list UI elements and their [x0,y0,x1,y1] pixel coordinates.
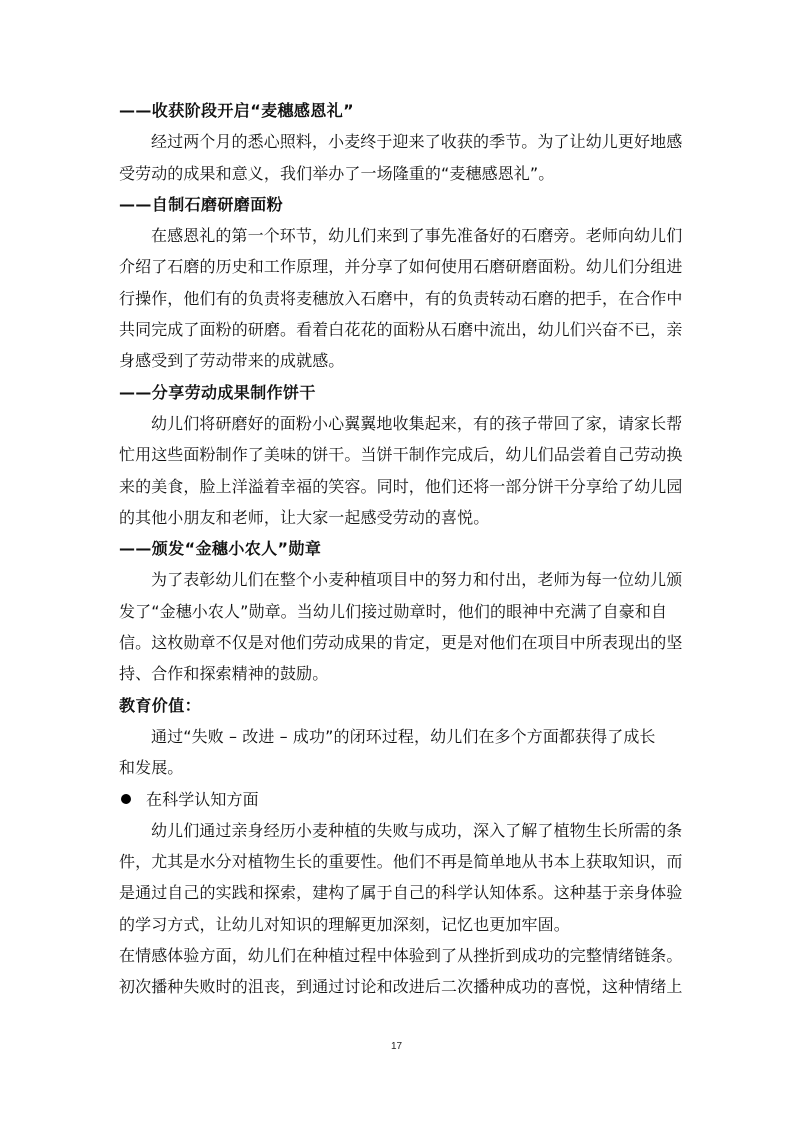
section-heading-biscuits: ——分享劳动成果制作饼干 [119,382,316,402]
paragraph-line: 在感恩礼的第一个环节，幼儿们来到了事先准备好的石磨旁。老师向幼儿们 [151,226,683,246]
paragraph-line: 幼儿们将研磨好的面粉小心翼翼地收集起来，有的孩子带回了家，请家长帮 [151,413,683,433]
paragraph-line: 来的美食，脸上洋溢着幸福的笑容。同时，他们还将一部分饼干分享给了幼儿园 [119,476,683,496]
paragraph-line: 和发展。 [119,758,184,778]
paragraph-line: 介绍了石磨的历史和工作原理，并分享了如何使用石磨研磨面粉。幼儿们分组进 [119,257,683,277]
page-number: 17 [390,1041,403,1052]
paragraph-line: 共同完成了面粉的研磨。看着白花花的面粉从石磨中流出，幼儿们兴奋不已，亲 [119,320,683,340]
paragraph-line: 的学习方式，让幼儿对知识的理解更加深刻，记忆也更加牢固。 [119,914,570,934]
paragraph-line: 忙用这些面粉制作了美味的饼干。当饼干制作完成后，幼儿们品尝着自己劳动换 [119,445,683,465]
section-heading-harvest-ceremony: ——收获阶段开启“麦穗感恩礼” [119,101,355,120]
paragraph-line: 幼儿们通过亲身经历小麦种植的失败与成功，深入了解了植物生长所需的条 [151,820,683,840]
bullet-dot-icon [121,794,131,804]
paragraph-line: 受劳动的成果和意义，我们举办了一场隆重的“麦穗感恩礼”。 [119,163,555,183]
paragraph-line: 通过“失败 – 改进 – 成功”的闭环过程，幼儿们在多个方面都获得了成长 [151,726,656,746]
paragraph-line: 初次播种失败时的沮丧，到通过讨论和改进后二次播种成功的喜悦，这种情绪上 [119,977,683,997]
bullet-item-label: 在科学认知方面 [146,789,259,809]
paragraph-line: 在情感体验方面，幼儿们在种植过程中体验到了从挫折到成功的完整情绪链条。 [119,946,683,966]
section-heading-stone-mill: ——自制石磨研磨面粉 [119,194,284,214]
paragraph-line: 为了表彰幼儿们在整个小麦种植项目中的努力和付出，老师为每一位幼儿颁 [151,570,683,590]
paragraph-line: 持、合作和探索精神的鼓励。 [119,664,329,684]
paragraph-line: 的其他小朋友和老师，让大家一起感受劳动的喜悦。 [119,507,490,527]
paragraph-line: 行操作，他们有的负责将麦穗放入石磨中，有的负责转动石磨的把手，在合作中 [119,288,683,308]
document-body [119,95,683,1003]
section-heading-educational-value: 教育价值： [119,695,202,715]
paragraph-line: 身感受到了劳动带来的成就感。 [119,351,345,371]
paragraph-line: 件，尤其是水分对植物生长的重要性。他们不再是简单地从书本上获取知识，而 [119,852,683,872]
paragraph-line: 发了“金穗小农人”勋章。当幼儿们接过勋章时，他们的眼神中充满了自豪和自 [119,601,668,621]
section-heading-medal: ——颁发“金穗小农人”勋章 [119,539,322,559]
paragraph-line: 是通过自己的实践和探索，建构了属于自己的科学认知体系。这种基于亲身体验 [119,883,683,903]
paragraph-line: 信。这枚勋章不仅是对他们劳动成果的肯定，更是对他们在项目中所表现出的坚 [119,633,683,653]
bullet-item [119,784,675,815]
paragraph-line: 经过两个月的悉心照料，小麦终于迎来了收获的季节。为了让幼儿更好地感 [151,132,683,152]
